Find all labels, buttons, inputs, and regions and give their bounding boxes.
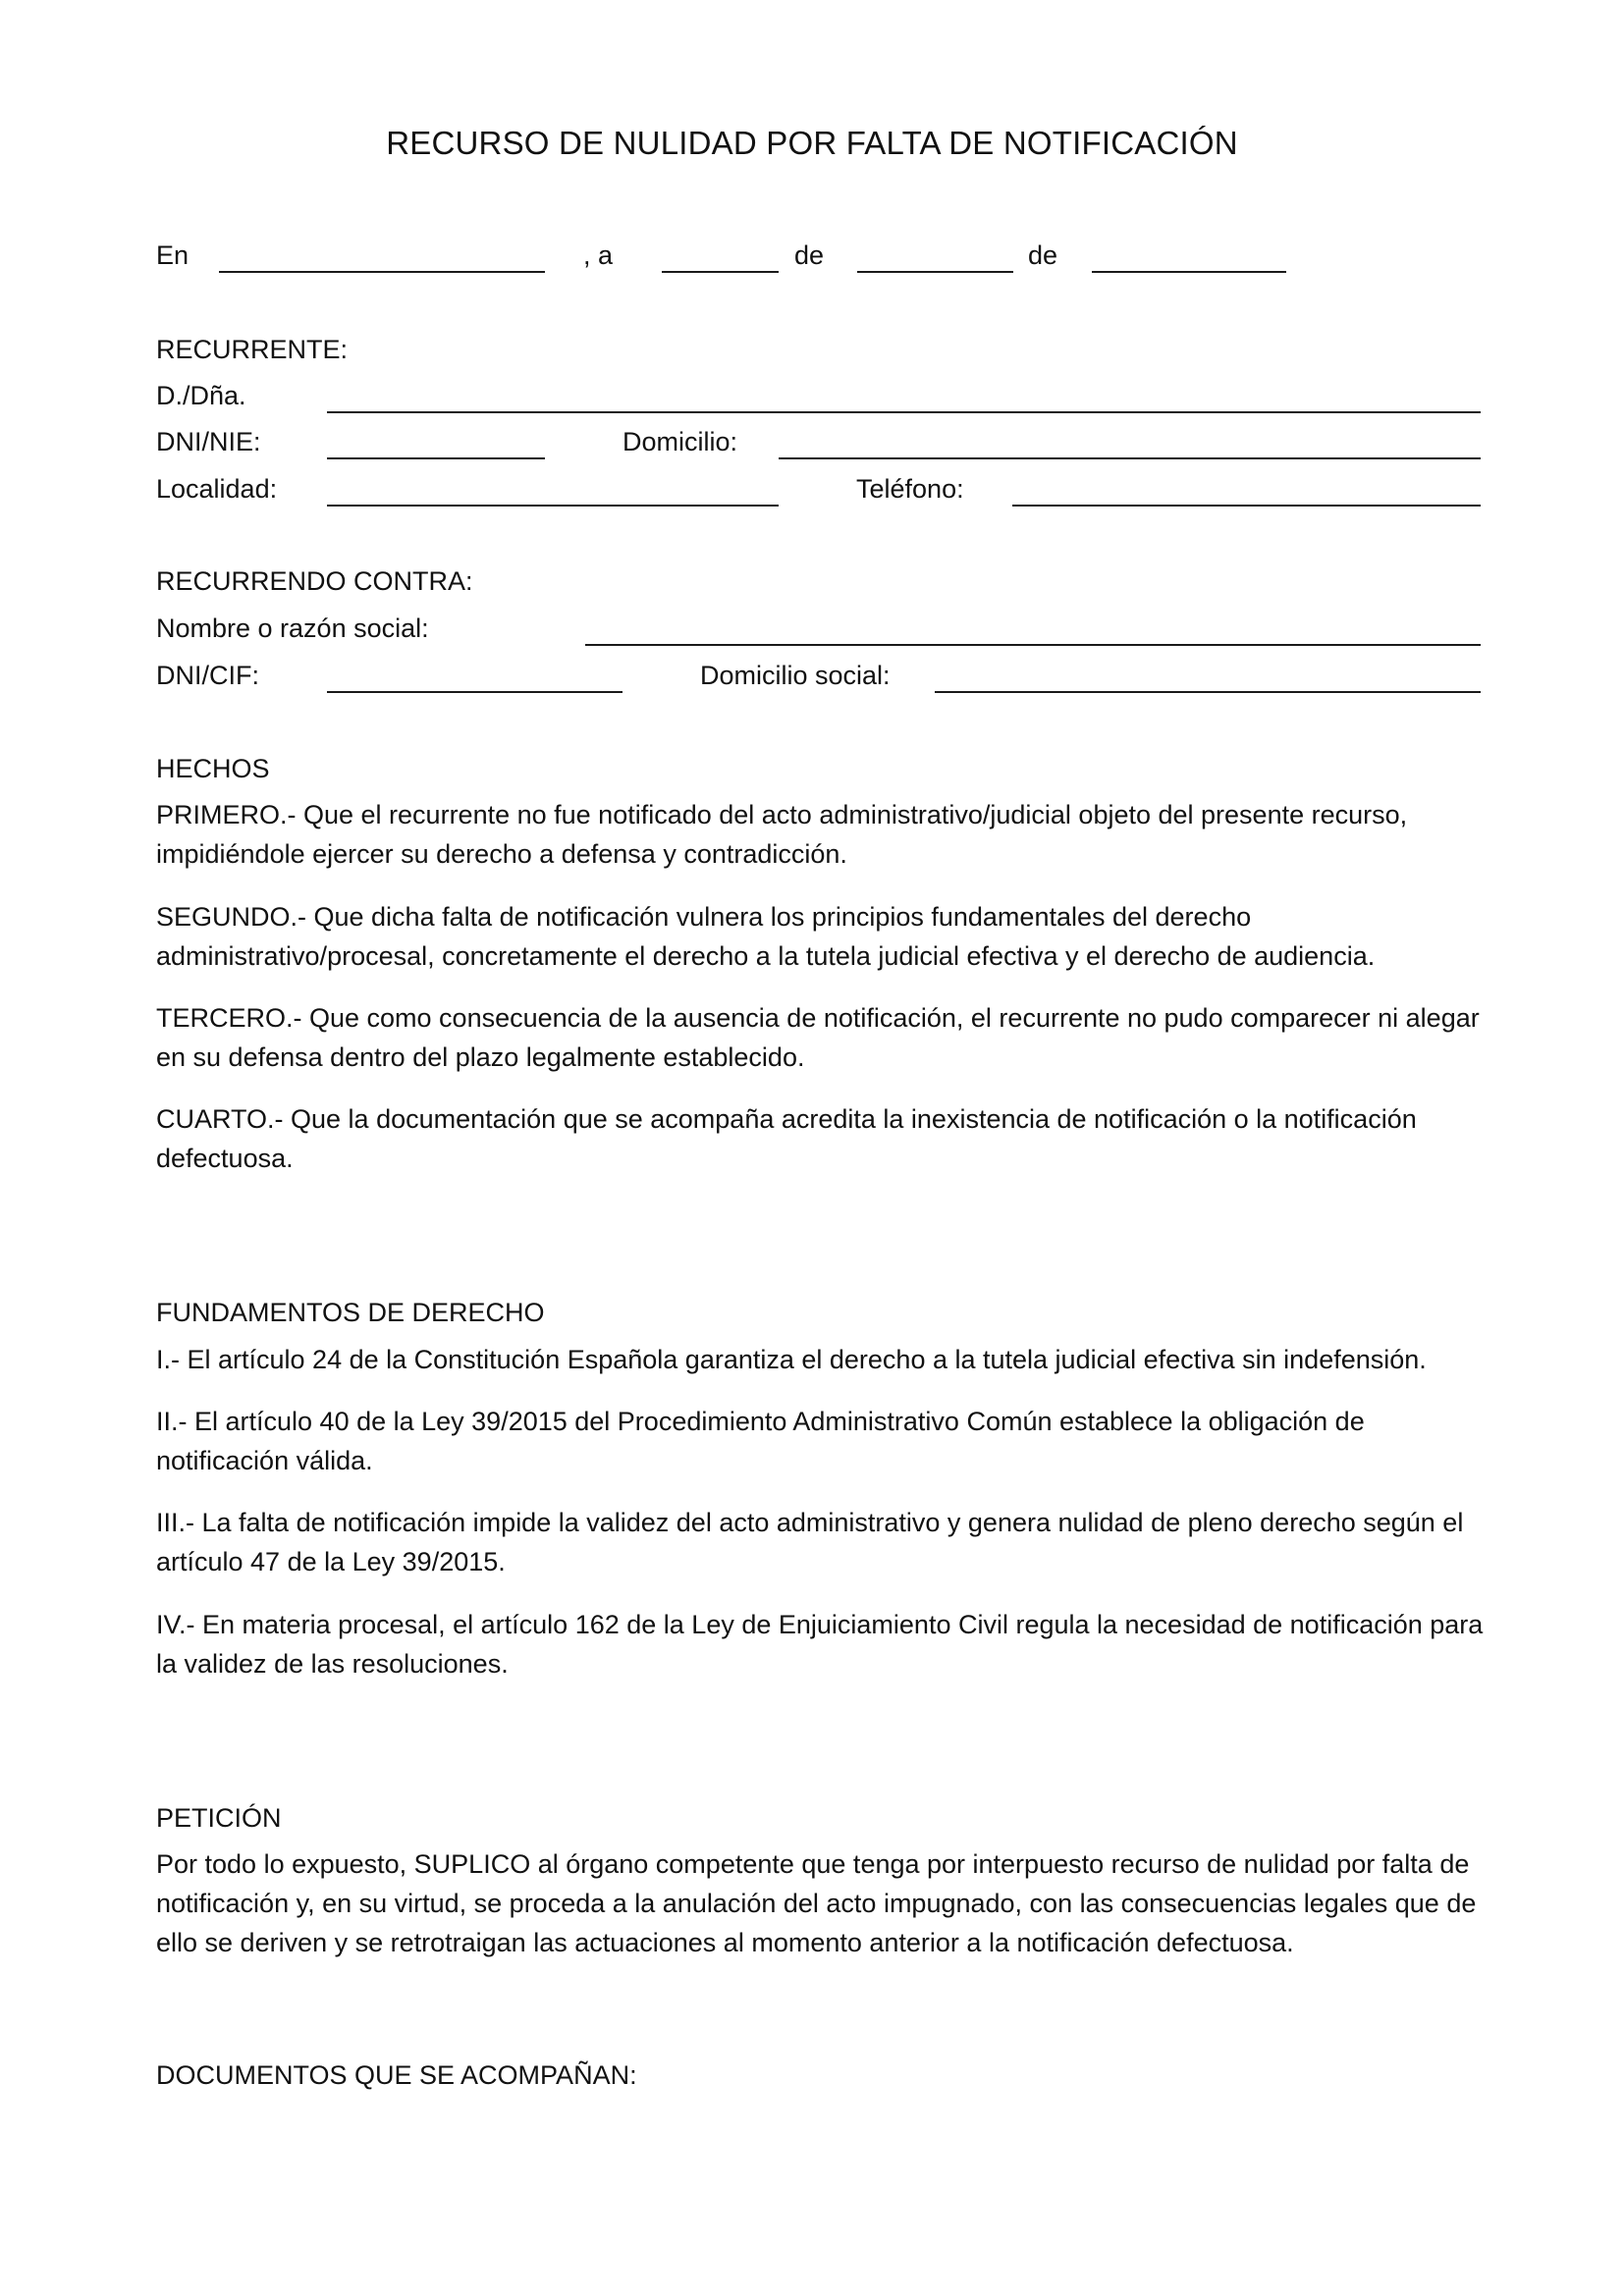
day-field[interactable] [662, 271, 779, 273]
recurrente-localidad-label: Localidad: [156, 474, 278, 504]
fundamentos-item-4: IV.- En materia procesal, el artículo 162 de la Ley de Enjuiciamiento Civil regula la necesidad de notificación para la validez de las resoluciones. [156, 1610, 1484, 1679]
recurrente-name-field[interactable] [327, 411, 1481, 413]
hechos-cuarto: CUARTO.- Que la documentación que se acompaña acredita la inexistencia de notificación o la notificación defectuosa. [156, 1104, 1417, 1173]
recurrente-name-label: D./Dña. [156, 381, 246, 410]
fundamentos-item-3: III.- La falta de notificación impide la validez del acto administrativo y genera nulidad de pleno derecho según el artículo 47 de la Ley 39/2015. [156, 1508, 1464, 1576]
document-title: RECURSO DE NULIDAD POR FALTA DE NOTIFICACIÓN [386, 125, 1238, 161]
recurrente-domicilio-label: Domicilio: [623, 427, 738, 456]
date-en-label: En [156, 240, 189, 270]
hechos-primero: PRIMERO.- Que el recurrente no fue notificado del acto administrativo/judicial objeto del presente recurso, impidiéndole ejercer su derecho a defensa y contradicción. [156, 800, 1408, 869]
contra-razon-label: Nombre o razón social: [156, 614, 429, 643]
contra-cif-field[interactable] [327, 691, 623, 693]
hechos-heading: HECHOS [156, 754, 270, 783]
contra-domicilio-social-field[interactable] [935, 691, 1481, 693]
recurrente-localidad-field[interactable] [327, 505, 779, 507]
fundamentos-heading: FUNDAMENTOS DE DERECHO [156, 1298, 545, 1327]
contra-razon-field[interactable] [585, 644, 1481, 646]
place-field[interactable] [219, 271, 545, 273]
peticion-heading: PETICIÓN [156, 1803, 282, 1833]
fundamentos-item-1: I.- El artículo 24 de la Constitución Española garantiza el derecho a la tutela judicial efectiva sin indefensión. [156, 1345, 1427, 1374]
recurrente-domicilio-field[interactable] [779, 457, 1481, 459]
contra-domicilio-social-label: Domicilio social: [700, 661, 891, 690]
recurrente-telefono-field[interactable] [1012, 505, 1481, 507]
contra-cif-label: DNI/CIF: [156, 661, 259, 690]
contra-heading: RECURRENDO CONTRA: [156, 566, 473, 596]
date-a-label: , a [583, 240, 614, 270]
documentos-heading: DOCUMENTOS QUE SE ACOMPAÑAN: [156, 2060, 637, 2090]
recurrente-heading: RECURRENTE: [156, 335, 349, 364]
recurrente-telefono-label: Teléfono: [856, 474, 964, 504]
fundamentos-item-2: II.- El artículo 40 de la Ley 39/2015 del Procedimiento Administrativo Común establece la obligación de notificación válida. [156, 1407, 1365, 1475]
recurrente-dni-label: DNI/NIE: [156, 427, 261, 456]
year-field[interactable] [1092, 271, 1286, 273]
hechos-tercero: TERCERO.- Que como consecuencia de la ausencia de notificación, el recurrente no pudo comparecer ni alegar en su defensa dentro del plazo legalmente establecido. [156, 1003, 1480, 1072]
date-de-label-1: de [794, 240, 825, 270]
peticion-text: Por todo lo expuesto, SUPLICO al órgano competente que tenga por interpuesto recurso de nulidad por falta de notificación y, en su virtud, se proceda a la anulación del acto impugnado, con las consecuencias legales que de ello se deriven y se retrotraigan las actuaciones al momento anterior a la notificación defectuosa. [156, 1849, 1477, 1957]
date-de-label-2: de [1028, 240, 1058, 270]
recurrente-dni-field[interactable] [327, 457, 545, 459]
month-field[interactable] [857, 271, 1013, 273]
hechos-segundo: SEGUNDO.- Que dicha falta de notificación vulnera los principios fundamentales del derecho administrativo/procesal, concretamente el derecho a la tutela judicial efectiva y el derecho de audiencia. [156, 902, 1376, 971]
